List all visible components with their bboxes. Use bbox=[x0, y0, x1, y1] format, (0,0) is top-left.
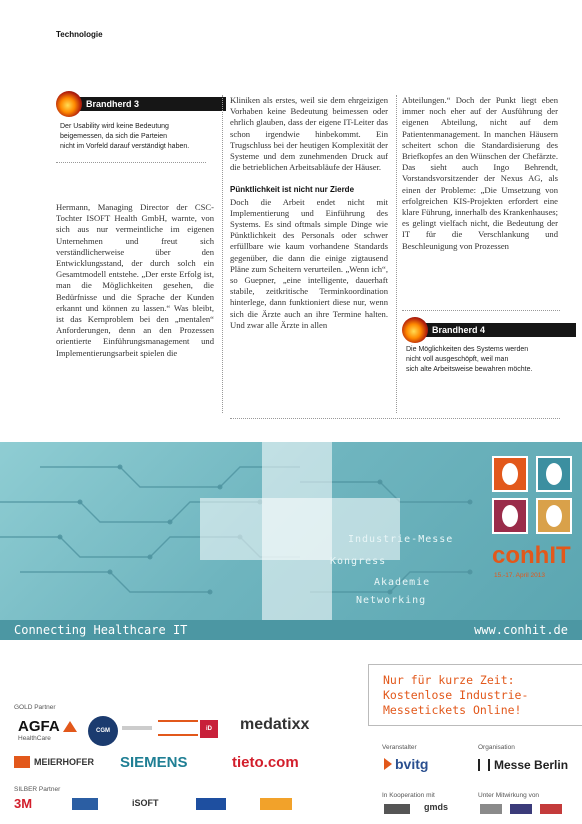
column-2 bbox=[230, 95, 388, 342]
meierhofer-logo: MEIERHOFER bbox=[14, 756, 94, 768]
ad-tagline: Connecting Healthcare IT bbox=[14, 623, 188, 637]
organisation-label: Organisation bbox=[478, 744, 515, 751]
tieto-logo: tieto.com bbox=[232, 754, 299, 771]
gmds-logo: gmds bbox=[424, 802, 449, 812]
body-paragraph: Doch die Arbeit endet nicht mit Implementierung und Einführung des Systems. Es sind oftmals simple Dinge wie Pünktlichkeit des Personals oder schwer erfüllbare wie kaum vorhandene Standards gegenüber, die dann die einige zigtausend Pläne zum Scheitern verurteilen. „Wenn ich“, so Guepner, „eine intelligente, dauerhaft stabile, zeitkritische Terminkoordination hinterlege, dann funktioniert diese nur, wenn sich die Ärzte auch an ihre Termine halten. Und zwar alle Ärzte in allen bbox=[230, 196, 388, 330]
silver-partner-label: SILBER Partner bbox=[14, 786, 61, 793]
id-logo: iD bbox=[200, 720, 218, 738]
medatixx-logo: medatixx bbox=[240, 716, 310, 733]
column-divider bbox=[222, 95, 223, 413]
avatar bbox=[536, 498, 572, 534]
isoft-logo: iSOFT bbox=[132, 798, 159, 808]
body-paragraph: Hermann, Managing Director der CSC-Tochter ISOFT Health GmbH, warnte, von sich aus nur vermeintliche im eigenen Unternehmen und freut sich verständlicherweise über den Entwicklungsstand, der durch solch ein Gesamtmodell entstehe. „Der erste Erfolg ist, man die Möglichkeiten gesehen, die Bedürfnisse und die Sprache der Kunden erkannt und können zu lassen.“ Was bleibt, ist das Kernproblem bei den „mentalen“ Anforderungen, denn an den Prozessen orientierte Einführungsmanagement und Implementierungsarbeit spielen die bbox=[56, 202, 214, 358]
column-3 bbox=[402, 95, 558, 263]
divider bbox=[402, 310, 560, 311]
ad-word: Akademie bbox=[374, 577, 431, 588]
ad-word: Industrie-Messe bbox=[348, 534, 454, 545]
kooperation-label: In Kooperation mit bbox=[382, 792, 435, 799]
subheading: Pünktlichkeit ist nicht nur Zierde bbox=[230, 185, 355, 195]
play-icon bbox=[384, 758, 392, 770]
brand-logo: conhIT bbox=[492, 542, 571, 569]
partner-logo bbox=[72, 798, 98, 810]
siemens-logo: SIEMENS bbox=[120, 754, 188, 771]
hotspot-3-title: Brandherd 3 bbox=[76, 97, 226, 111]
partner-logo bbox=[540, 804, 562, 814]
avatar bbox=[536, 456, 572, 492]
partner-logo bbox=[510, 804, 532, 814]
hotspot-4-title: Brandherd 4 bbox=[422, 323, 576, 337]
promo-box[interactable]: Nur für kurze Zeit: Kostenlose Industrie- Messetickets Online! bbox=[368, 664, 582, 726]
avatar bbox=[492, 456, 528, 492]
ad-strip bbox=[0, 620, 582, 640]
flame-icon bbox=[56, 91, 82, 117]
3m-logo: 3M bbox=[14, 796, 33, 811]
hotspot-4-text: Die Möglichkeiten des Systems werden nicht voll ausgeschöpft, weil man sich alte Arbeitsweise bewahren möchte. bbox=[406, 346, 533, 373]
body-paragraph: Kliniken als erstes, weil sie dem ehrgeizigen Vorhaben keine Bedeutung beimessen oder ehrlich glauben, dass der eigene IT-Leiter das schon irgendwie hinbekommt. Ein Trugschluss bei der heutigen Komplexität der Systeme und dem zunehmenden Druck auf die betrieblichen Arbeitsabläufe der Häuser. bbox=[230, 95, 388, 173]
medien-label: Unter Mitwirkung von bbox=[478, 792, 540, 799]
ad-url[interactable]: www.conhit.de bbox=[474, 623, 568, 637]
hotspot-4-header bbox=[402, 318, 576, 342]
agfa-sub: HealthCare bbox=[18, 735, 51, 742]
partner-logo bbox=[260, 798, 292, 810]
bvitg-logo: bvitg bbox=[384, 756, 428, 772]
hotspot-3-text: Der Usability wird keine Bedeutung beigemessen, da sich die Parteien nicht im Vorfeld darauf verständigt haben. bbox=[60, 123, 190, 150]
messe-icon bbox=[478, 759, 490, 771]
hotspot-3-header bbox=[56, 92, 226, 116]
flame-icon bbox=[402, 317, 428, 343]
veranstalter-label: Veranstalter bbox=[382, 744, 417, 751]
section-label: Technologie bbox=[56, 30, 103, 39]
cross-shape bbox=[200, 498, 400, 560]
gold-partner-label: GOLD Partner bbox=[14, 704, 56, 711]
ad-banner bbox=[0, 442, 582, 640]
column-1 bbox=[56, 202, 214, 370]
partner-logo bbox=[384, 804, 410, 814]
divider bbox=[230, 418, 560, 419]
cgm-logo: CGM bbox=[88, 716, 118, 746]
body-paragraph: Abteilungen.“ Doch der Punkt liegt eben immer noch eher auf der Ausführung der eigenen Abteilung, nicht auf dem Patientenmanagement. In manchen Häusern scheitert schon die Standardisierung des Briefkopfes an den Wünschen der Chefärzte. Das sieht auch Ingo Behrendt, Vorstandsvorsitzender der Nexus AG, als einen der Probleme: „Die Umsetzung von erfolgreichen KIS-Projekten erfordert eine klare Führung, innerhalb des Krankenhauses; es gelingt vielfach nicht, die Bedeutung der IT für die Verschlankung und Beschleunigung von Prozessen bbox=[402, 95, 558, 251]
triangle-icon bbox=[63, 721, 77, 732]
messe-berlin-logo: Messe Berlin bbox=[478, 758, 568, 772]
meierhofer-mark bbox=[14, 756, 30, 768]
partner-logo bbox=[158, 720, 198, 736]
partner-logo bbox=[480, 804, 502, 814]
column-divider bbox=[396, 95, 397, 413]
divider bbox=[56, 162, 206, 163]
ad-word: Networking bbox=[356, 595, 427, 606]
brand-date: 15.-17. April 2013 bbox=[494, 572, 545, 579]
avatar bbox=[492, 498, 528, 534]
agfa-logo: AGFA bbox=[18, 718, 77, 735]
partner-logo bbox=[196, 798, 226, 810]
cgm-wordmark bbox=[122, 726, 152, 730]
ad-word: Kongress bbox=[330, 556, 387, 567]
advertisement[interactable] bbox=[0, 442, 582, 824]
